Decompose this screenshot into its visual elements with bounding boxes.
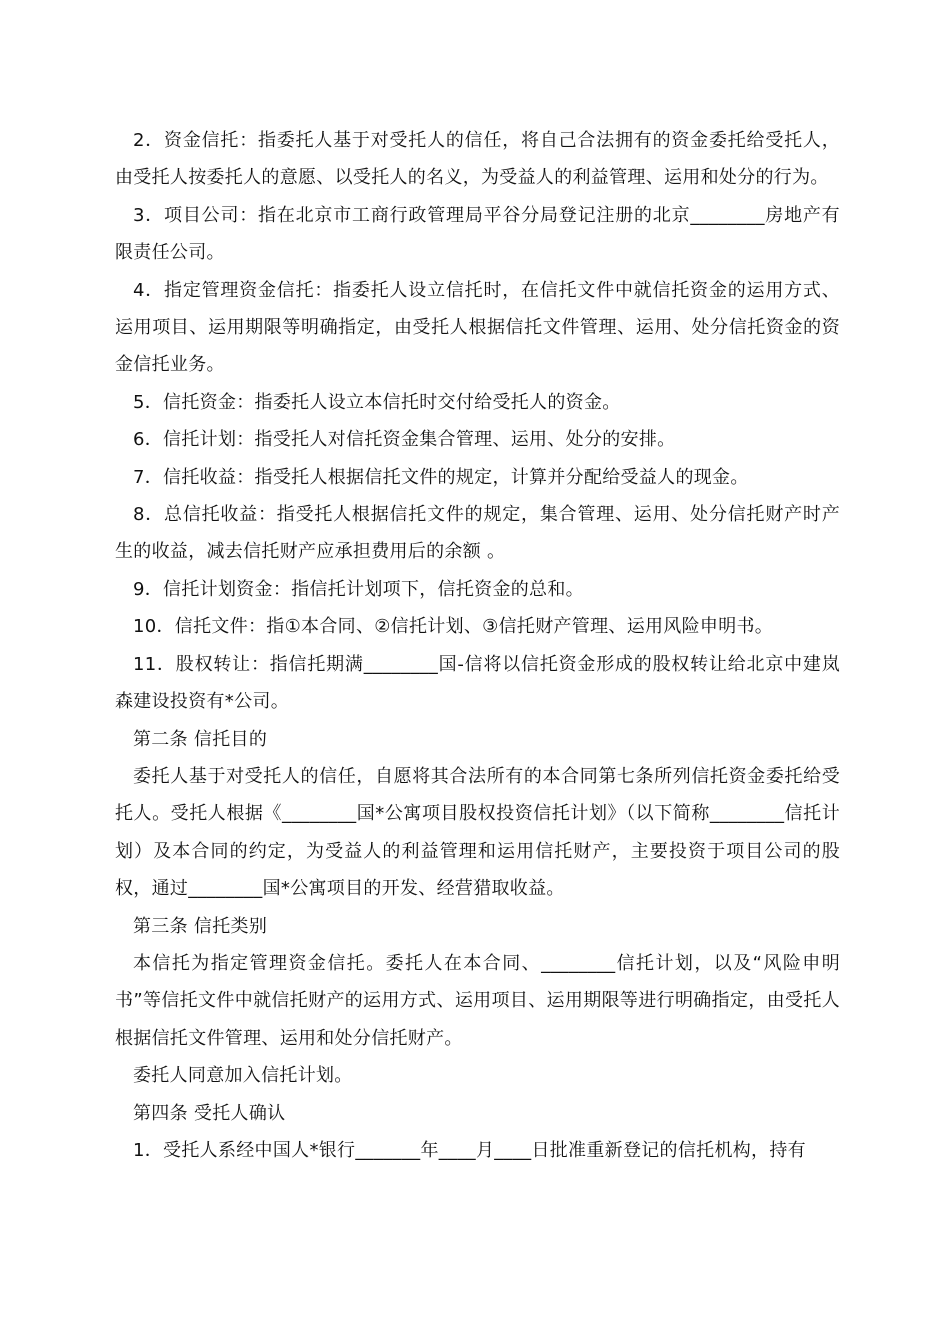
- document-body: [115, 122, 840, 1169]
- article-4-heading: 第四条 受托人确认: [133, 1102, 286, 1124]
- clause-6-trust-plan: 6．信托计划：指受托人对信托资金集合管理、运用、处分的安排。: [133, 429, 676, 451]
- article-2-heading: 第二条 信托目的: [133, 728, 268, 750]
- clause-2-fund-trust: 2．资金信托：指委托人基于对受托人的信任，将自己合法拥有的资金委托给受托人，由受托人按委托人的意愿、以受托人的名义，为受益人的利益管理、运用和处分的行为。: [115, 130, 840, 189]
- clause-8-total-trust-income: 8．总信托收益：指受托人根据信托文件的规定，集合管理、运用、处分信托财产时产生的收益，减去信托财产应承担费用后的余额 。: [115, 504, 840, 563]
- article-3-heading: 第三条 信托类别: [133, 915, 268, 937]
- clause-3-project-company: 3．项目公司：指在北京市工商行政管理局平谷分局登记注册的北京________房地产有限责任公司。: [115, 204, 840, 264]
- article-3-body: 本信托为指定管理资金信托。委托人在本合同、________信托计划，以及“风险申明书”等信托文件中就信托财产的运用方式、运用项目、运用期限等进行明确指定，由受托人根据信托文件管理、运用和处分信托财产。: [115, 952, 840, 1049]
- clause-11-equity-transfer: 11．股权转让：指信托期满________国-信将以信托资金形成的股权转让给北京中建岚森建设投资有*公司。: [115, 653, 840, 713]
- article-3-consent: 委托人同意加入信托计划。: [133, 1065, 353, 1087]
- article-4-clause-1: 1．受托人系经中国人*银行_______年____月____日批准重新登记的信托机构，持有: [133, 1139, 806, 1161]
- clause-10-trust-documents: 10．信托文件：指①本合同、②信托计划、③信托财产管理、运用风险申明书。: [133, 616, 774, 638]
- clause-7-trust-income: 7．信托收益：指受托人根据信托文件的规定，计算并分配给受益人的现金。: [133, 466, 749, 488]
- clause-4-designated-management: 4．指定管理资金信托：指委托人设立信托时，在信托文件中就信托资金的运用方式、运用项目、运用期限等明确指定，由受托人根据信托文件管理、运用、处分信托资金的资金信托业务。: [115, 279, 840, 376]
- article-2-body: 委托人基于对受托人的信任，自愿将其合法所有的本合同第七条所列信托资金委托给受托人。受托人根据《________国*公寓项目股权投资信托计划》（以下简称________信托计划）及本合同的约定，为受益人的利益管理和运用信托财产，主要投资于项目公司的股权，通过________国*公寓项目的开发、经营猎取收益。: [115, 765, 840, 900]
- clause-9-plan-funds: 9．信托计划资金：指信托计划项下，信托资金的总和。: [133, 578, 584, 600]
- clause-5-trust-funds: 5．信托资金：指委托人设立本信托时交付给受托人的资金。: [133, 391, 621, 413]
